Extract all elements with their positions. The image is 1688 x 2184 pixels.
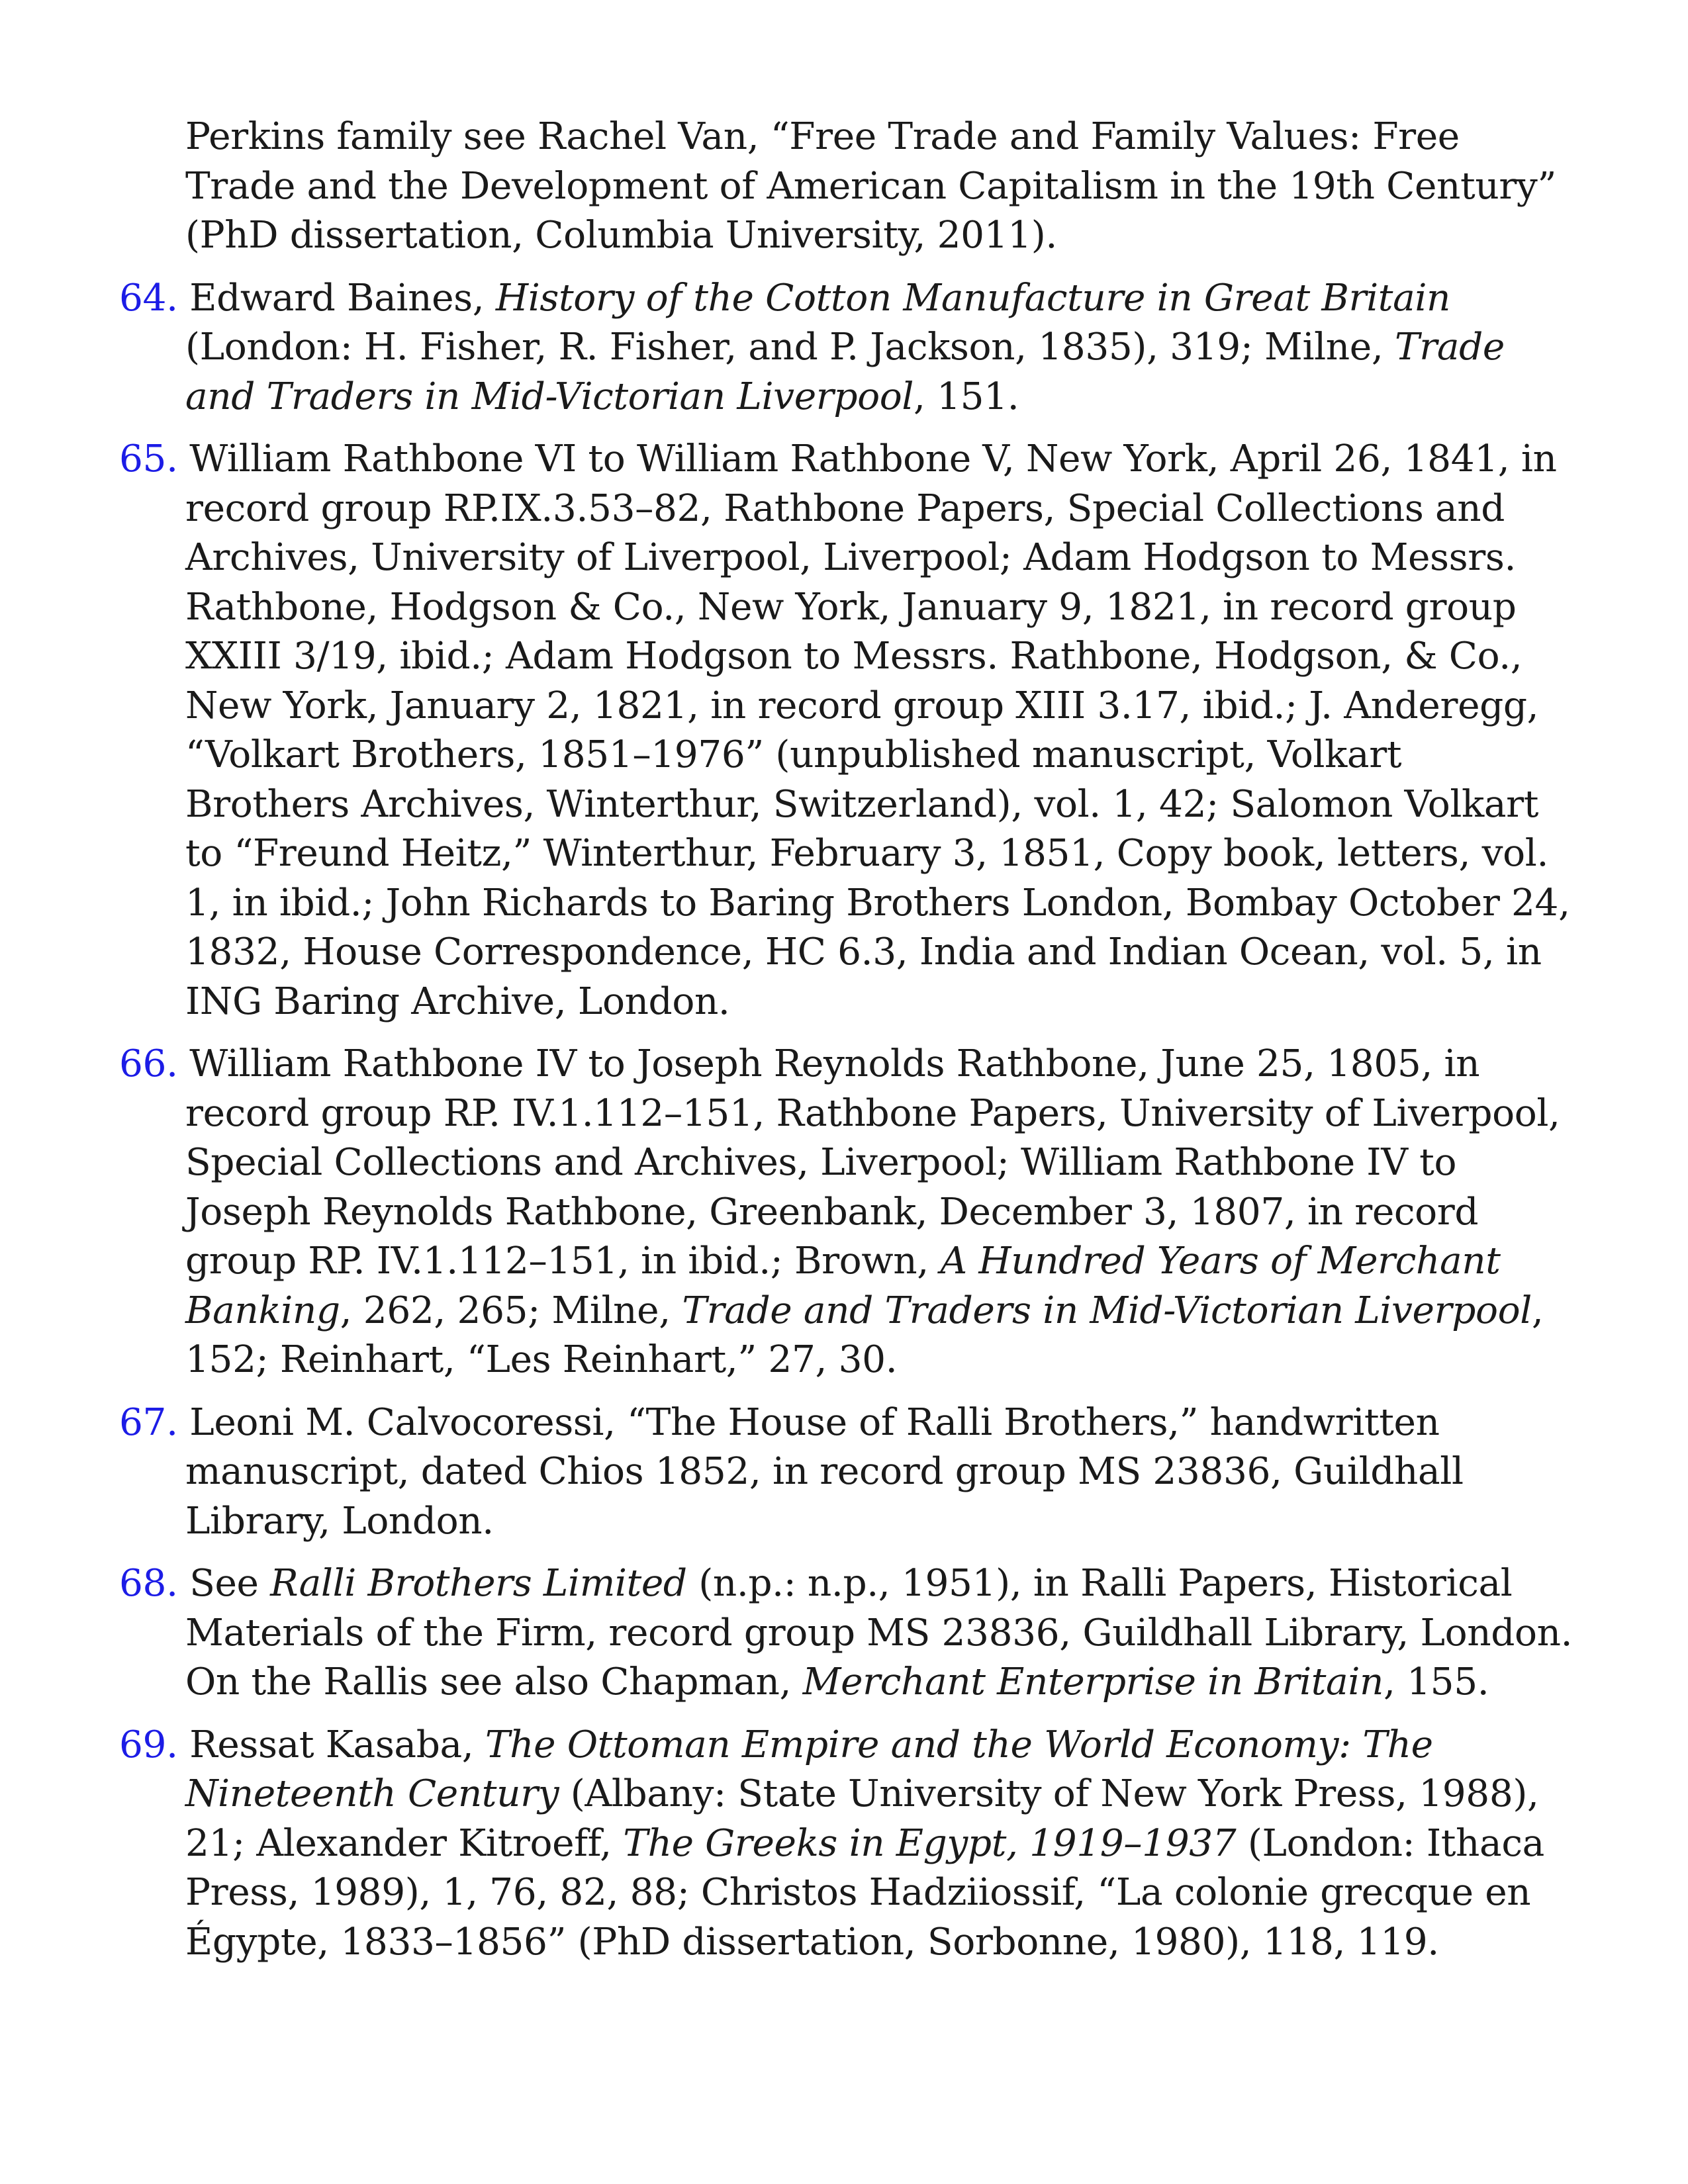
- note-italic-title: The Ottoman Empire and the World Economy: The Nineteenth Century: [185, 1723, 1433, 1815]
- note-text-segment: , 155.: [1383, 1661, 1489, 1704]
- endnote-67: [119, 1398, 1575, 1547]
- note-text-segment: Edward Baines,: [189, 276, 496, 320]
- endnote-68: [119, 1559, 1575, 1707]
- note-text-segment: (Albany: State University of New York Press, 1988), 21; Alexander Kitroeff,: [185, 1772, 1539, 1865]
- note-italic-title: Trade and Traders in Mid-Victorian Liverpool: [682, 1289, 1532, 1332]
- endnote-69: [119, 1721, 1575, 1968]
- note-text-segment: Ressat Kasaba,: [189, 1723, 485, 1766]
- note-number-link[interactable]: 68.: [119, 1562, 178, 1605]
- note-text-segment: (London: H. Fisher, R. Fisher, and P. Jackson, 1835), 319; Milne,: [185, 326, 1395, 369]
- note-text-segment: (London: Ithaca Press, 1989), 1, 76, 82, 88; Christos Hadziiossif, “La colonie grecque en Égypte, 1833–1856” (PhD dissertation, Sorbonne, 1980), 118, 119.: [185, 1821, 1544, 1964]
- endnote-65: [119, 435, 1575, 1026]
- note-number-link[interactable]: 66.: [119, 1042, 178, 1085]
- note-text-segment: Perkins family see Rachel Van, “Free Trade and Family Values: Free Trade and the Development of American Capitalism in the 19th Century” (PhD dissertation, Columbia University, 2011).: [185, 115, 1556, 257]
- note-italic-title: Ralli Brothers Limited: [270, 1562, 687, 1605]
- note-number-link[interactable]: 64.: [119, 276, 178, 320]
- note-number-link[interactable]: 65.: [119, 437, 178, 480]
- note-italic-title: The Greeks in Egypt, 1919–1937: [623, 1821, 1237, 1865]
- note-number-link[interactable]: 69.: [119, 1723, 178, 1766]
- note-italic-title: Merchant Enterprise in Britain: [802, 1661, 1383, 1704]
- note-continuation: [119, 113, 1575, 261]
- note-text-segment: , 262, 265; Milne,: [340, 1289, 682, 1332]
- note-text-segment: Leoni M. Calvocoressi, “The House of Ralli Brothers,” handwritten manuscript, dated Chios 1852, in record group MS 23836, Guildhall Library, London.: [185, 1400, 1464, 1543]
- note-italic-title: Trade and Traders in Mid-Victorian Liverpool: [185, 326, 1505, 418]
- note-italic-title: A Hundred Years of Merchant Banking: [185, 1240, 1501, 1332]
- endnote-66: [119, 1040, 1575, 1385]
- note-text-segment: , 152; Reinhart, “Les Reinhart,” 27, 30.: [185, 1289, 1544, 1381]
- note-text-segment: William Rathbone IV to Joseph Reynolds Rathbone, June 25, 1805, in record group RP. IV.1.112–151, Rathbone Papers, University of Liverpool, Special Collections and Archives, Liverpool; William Rathbone IV to Joseph Reynolds Rathbone, Greenbank, December 3, 1807, in record group RP. IV.1.112–151, in ibid.; Brown,: [185, 1042, 1560, 1283]
- note-text-segment: , 151.: [914, 375, 1019, 418]
- note-text-segment: (n.p.: n.p., 1951), in Ralli Papers, Historical Materials of the Firm, record group MS 23836, Guildhall Library, London. On the Rallis see also Chapman,: [185, 1562, 1573, 1704]
- note-number-link[interactable]: 67.: [119, 1400, 178, 1444]
- note-text-segment: William Rathbone VI to William Rathbone V, New York, April 26, 1841, in record group RP.IX.3.53–82, Rathbone Papers, Special Collections and Archives, University of Liverpool, Liverpool; Adam Hodgson to Messrs. Rathbone, Hodgson & Co., New York, January 9, 1821, in record group XXIII 3/19, ibid.; Adam Hodgson to Messrs. Rathbone, Hodgson, & Co., New York, January 2, 1821, in record group XIII 3.17, ibid.; J. Anderegg, “Volkart Brothers, 1851–1976” (unpublished manuscript, Volkart Brothers Archives, Winterthur, Switzerland), vol. 1, 42; Salomon Volkart to “Freund Heitz,” Winterthur, February 3, 1851, Copy book, letters, vol. 1, in ibid.; John Richards to Baring Brothers London, Bombay October 24, 1832, House Correspondence, HC 6.3, India and Indian Ocean, vol. 5, in ING Baring Archive, London.: [185, 437, 1570, 1023]
- note-text-segment: See: [189, 1562, 271, 1605]
- endnote-64: [119, 274, 1575, 422]
- endnotes-page: [119, 113, 1575, 1980]
- note-italic-title: History of the Cotton Manufacture in Great Britain: [495, 276, 1451, 320]
